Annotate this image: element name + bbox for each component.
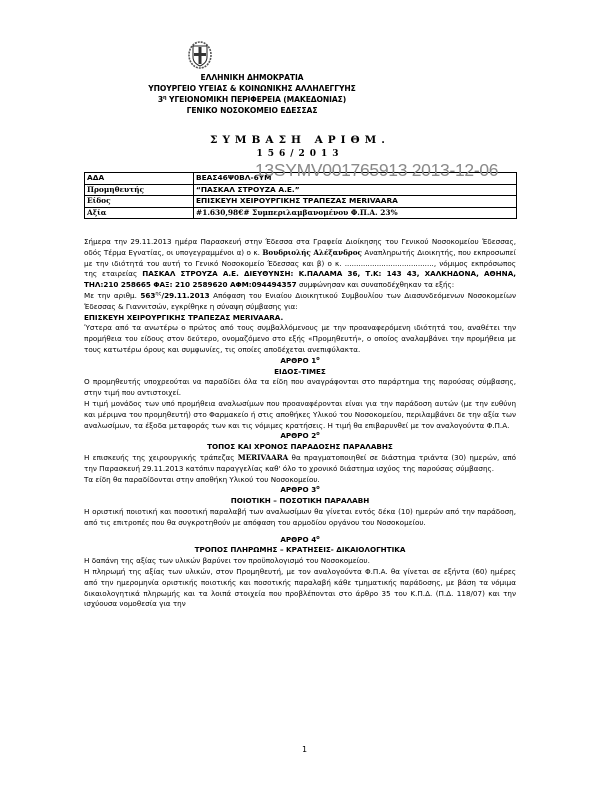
article-text: θα πραγματοποιηθεί σε διάστημα τριάντα (30) ημερών, από την Παρασκευή 29.11.2013 κατόπιν παραγγελίας καθ' όλο το χρονικό διάστημα ισχύος της παρούσας σύμβασης. <box>84 452 517 473</box>
header-region-text: ΥΓΕΙΟΝΟΜΙΚΗ ΠΕΡΙΦΕΡΕΙΑ (ΜΑΚΕΔΟΝΙΑΣ) <box>169 95 347 104</box>
article-4-heading <box>84 535 516 546</box>
meta-value: ΒΕΑΣ46Ψ0ΒΛ-6ΥΜ <box>194 173 517 185</box>
article-label: ΑΡΘΡΟ <box>280 534 309 544</box>
article-sup: ο <box>316 355 320 362</box>
article-label: ΑΡΘΡΟ <box>280 431 309 441</box>
article-1-paragraph: Ο προμηθευτής υποχρεούται να παραδίδει όλα τα είδη που αναγράφονται στο παράρτημα της παρούσας σύμβασης, στην τιμή που αντιστοιχεί. <box>84 377 516 398</box>
decision-number: 563 <box>140 290 156 300</box>
article-4-paragraph: Η πληρωμή της αξίας των υλικών, στον Προμηθευτή, με τον αναλογούντα Φ.Π.Α. θα γίνεται σε εξήντα (60) ημέρες από την ημερομηνία οριστικής ποιοτικής και ποσοτικής παραλαβή κάθε τμηματικής παράδοσης, με βάση τα νόμιμα δικαιολογητικά πληρωμής και τα λοιπά στοιχεία που προβλέπονται στο άρθρο 35 του Κ.Π.Δ. (Π.Δ. 118/07) και την ισχύουσα νομοθεσία για την <box>84 566 516 609</box>
intro-text: Σήμερα την 29.11.2013 ημέρα Παρασκευή στην Έδεσσα στα Γραφεία Διοίκησης του Γενικού Νοσοκομείου Έδεσσας, οδός Τέρμα Εγνατίας, οι υπογεγραμμένοι α) ο κ. <box>84 237 516 257</box>
header-country: ΕΛΛΗΝΙΚΗ ΔΗΜΟΚΡΑΤΙΑ <box>200 73 304 82</box>
header-ministry: ΥΠΟΥΡΓΕΙΟ ΥΓΕΙΑΣ & ΚΟΙΝΩΝΙΚΗΣ ΑΛΛΗΛΕΓΓΥΗΣ <box>148 84 356 93</box>
page-number: 1 <box>302 745 308 754</box>
document-body <box>84 237 516 610</box>
article-1-title: ΕΙΔΟΣ-ΤΙΜΕΣ <box>274 366 326 376</box>
header-region-number: 3 <box>157 95 164 104</box>
meta-key: Προμηθευτής <box>85 184 194 196</box>
greek-coat-of-arms-icon <box>187 40 213 70</box>
article-2-title: ΤΟΠΟΣ ΚΑΙ ΧΡΟΝΟΣ ΠΑΡΑΔΟΣΗΣ ΠΑΡΑΛΑΒΗΣ <box>207 442 393 452</box>
decision-paragraph <box>84 291 516 313</box>
article-3-title: ΠΟΙΟΤΙΚΗ – ΠΟΣΟΤΙΚΗ ΠΑΡΑΛΑΒΗ <box>230 496 370 506</box>
meta-key: Είδος <box>85 196 194 208</box>
meta-value: #1.630,98€# Συμπεριλαμβανομένου Φ.Π.Α. 23% <box>194 207 517 219</box>
meta-key: Αξία <box>85 207 194 219</box>
decision-text: Απόφαση του Ενιαίου Διοικητικού Συμβουλίου των Διασυνδεόμενων Νοσοκομείων Έδεσσας & Γιαννιτσών, εγκρίθηκε η σύναψη σύμβασης για: <box>84 290 516 311</box>
header-region <box>84 95 420 106</box>
article-4-title: ΤΡΟΠΟΣ ΠΛΗΡΩΜΗΣ – ΚΡΑΤΗΣΕΙΣ- ΔΙΚΑΙΟΛΟΓΗΤΙΚΑ <box>194 545 406 555</box>
article-label: ΑΡΘΡΟ <box>280 485 309 495</box>
article-2-paragraph: Τα είδη θα παραδίδονται στην αποθήκη Υλικού του Νοσοκομείου. <box>84 474 320 484</box>
article-sup: ο <box>316 431 320 438</box>
header-hospital: ΓΕΝΙΚΟ ΝΟΣΟΚΟΜΕΙΟ ΕΔΕΣΣΑΣ <box>186 106 318 115</box>
meta-value: ΕΠΙΣΚΕΥΗ ΧΕΙΡΟΥΡΓΙΚΗΣ ΤΡΑΠΕΖΑΣ MERIVAARA <box>194 196 517 208</box>
article-number: 4 <box>311 534 317 544</box>
article-1-paragraph: Η τιμή μονάδος των υπό προμήθεια αναλωσίμων που προαναφέρονται είναι για την παράδοση αυτών (με την ευθύνη και μέριμνα του προμηθευτή) στο Φαρμακείο ή στις αποθήκες Υλικού του Νοσοκομείου, περιλαμβάνει δε την αξία των αναλωσίμων, τα έξοδα μεταφοράς των και τις νόμιμες κρατήσεις. Η τιμή θα επιβαρυνθεί με τον αναλογούντα Φ.Π.Α. <box>84 398 516 430</box>
article-text: Η επισκευής της χειρουργικής τράπεζας <box>84 452 235 462</box>
table-row <box>85 184 517 196</box>
intro-paragraph <box>84 237 516 291</box>
intro-text: Αναπληρωτής Διοικητής, που εκπροσωπεί με την ιδιότητά του αυτή το Γενικό Νοσοκομείο Έδεσσας και β) ο κ. ......................................., νόμιμος εκπρόσωπος της εταιρείας <box>84 247 516 279</box>
signatory-name: Βουδριολής Αλέξανδρος <box>262 247 362 257</box>
article-number: 3 <box>311 485 317 495</box>
decision-subject-text: ΕΠΙΣΚΕΥΗ ΧΕΙΡΟΥΡΓΙΚΗΣ ΤΡΑΠΕΖΑΣ MERIVAARA. <box>84 312 284 322</box>
table-row <box>85 196 517 208</box>
watermark: 13SYMV001765913 2013-12-06 <box>255 160 499 180</box>
article-sup: ο <box>316 534 320 541</box>
assignment-paragraph: Ύστερα από τα ανωτέρω ο πρώτος από τους συμβαλλόμενους με την προαναφερόμενη ιδιότητά του, αναθέτει την προμήθεια του είδους στον δεύτερο, ονομαζόμενο στο εξής «Προμηθευτή», ο οποίος αναλαμβάνει την προμήθεια με τους κατωτέρω όρους και συμφωνίες, τις οποίες αποδέχεται ανεπιφύλακτα. <box>84 323 516 354</box>
contract-title: ΣΥΜΒΑΣΗ ΑΡΙΘΜ. <box>210 134 390 146</box>
decision-text: Με την αριθμ. <box>84 290 137 300</box>
article-sup: ο <box>316 485 320 492</box>
contract-number: 156/2013 <box>256 149 344 159</box>
meta-value: “ΠΑΣΚΑΛ ΣΤΡΟΥΖΑ Α.Ε.” <box>194 184 517 196</box>
decision-date: /29.11.2013 <box>161 290 210 300</box>
article-2-paragraph <box>84 453 516 475</box>
article-4-paragraph: Η δαπάνη της αξίας των υλικών βαρύνει τον προϋπολογισμό του Νοσοκομείου. <box>84 556 370 566</box>
article-number: 1 <box>311 355 317 365</box>
intro-text: συμφώνησαν και συναποδέχθηκαν τα εξής: <box>298 280 455 290</box>
article-3-paragraph: Η οριστική ποιοτική και ποσοτική παραλαβή των αναλωσίμων θα γίνεται εντός δέκα (10) ημερών από την παράδοση, από τις επιτροπές που θα συγκροτηθούν με απόφαση του αρμοδίου οργάνου του Νοσοκομείου. <box>84 506 516 527</box>
table-row <box>85 207 517 219</box>
meta-key: ΑΔΑ <box>85 173 194 185</box>
article-label: ΑΡΘΡΟ <box>280 355 309 365</box>
decision-subject <box>84 313 516 324</box>
article-2-heading <box>84 431 516 442</box>
brand-name: MERIVAARA <box>237 452 289 462</box>
article-1-heading <box>84 356 516 367</box>
decision-sup: ης <box>155 290 162 297</box>
company-details: ΠΑΣΚΑΛ ΣΤΡΟΥΖΑ Α.Ε. ΔΙΕΥΘΥΝΣΗ: Κ.ΠΑΛΑΜΑ 36, Τ.Κ: 143 43, ΧΑΛΚΗΔΟΝΑ, ΑΘΗΝΑ, ΤΗΛ:210 258665 ΦΑΞ: 210 2589620 ΑΦΜ:094494357 <box>84 269 516 290</box>
article-number: 2 <box>311 431 317 441</box>
article-3-heading <box>84 485 516 496</box>
header-region-sup: η <box>163 95 167 101</box>
